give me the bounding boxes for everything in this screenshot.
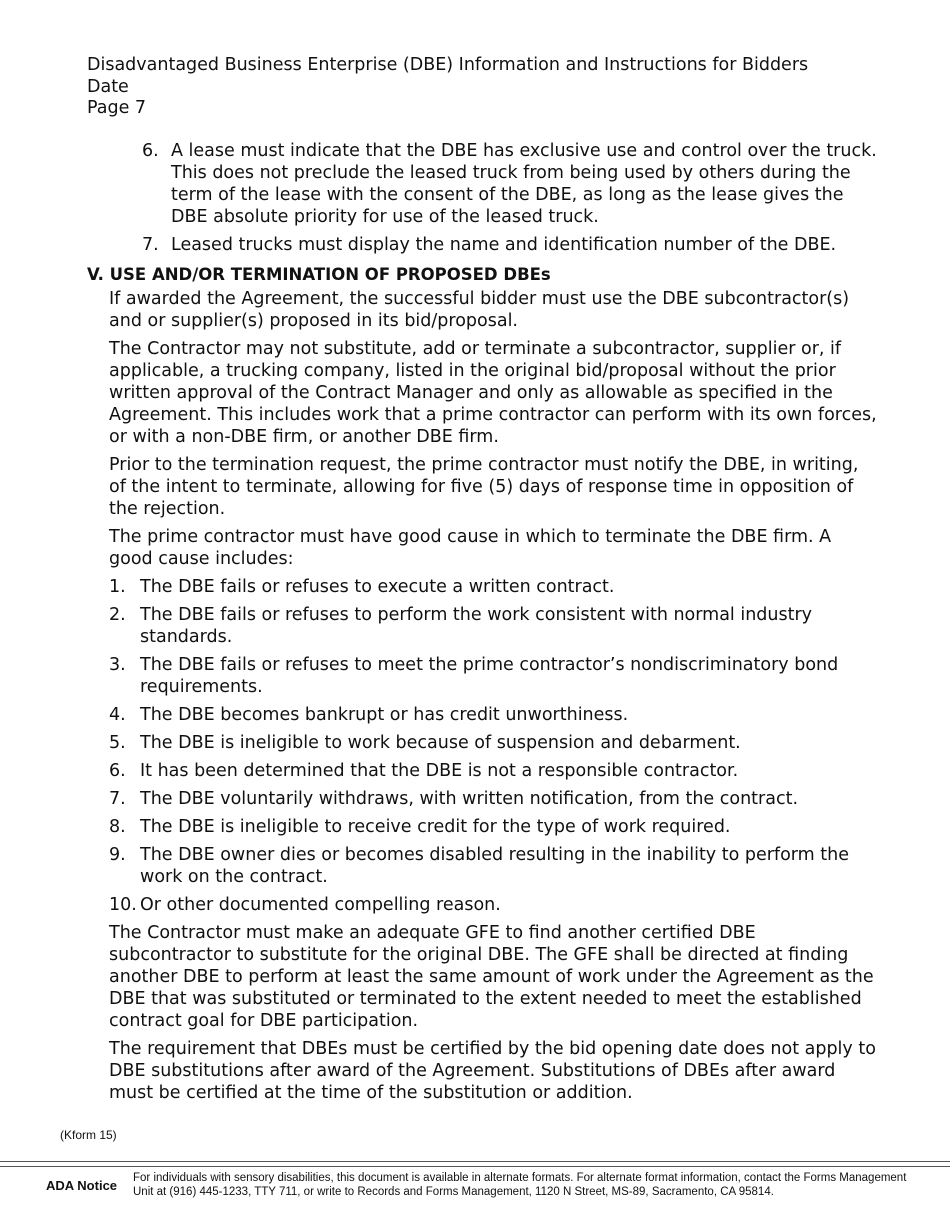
list-item-number: 6. (142, 141, 159, 161)
paragraph: The prime contractor must have good cause in which to terminate the DBE firm. A good cause includes: (109, 527, 832, 569)
list-item-number: 1. (109, 577, 126, 597)
list-item (109, 760, 877, 782)
list-item-number: 4. (109, 705, 126, 725)
list-item-number: 9. (109, 845, 126, 865)
paragraph: The Contractor may not substitute, add or terminate a subcontractor, supplier or, if applicable, a trucking company, listed in the original bid/proposal without the prior written approval of the Contract Manager and only as allowable as specified in the Agreement. This includes work that a prime contractor can perform with its own forces, or with a non-DBE firm, or another DBE firm. (109, 339, 877, 447)
page-header (87, 55, 808, 120)
section-heading: V. USE AND/OR TERMINATION OF PROPOSED DBEs (87, 265, 551, 284)
list-item-number: 8. (109, 817, 126, 837)
document-title: Disadvantaged Business Enterprise (DBE) Information and Instructions for Bidders (87, 55, 809, 75)
list-item (109, 604, 877, 648)
truck-lease-list (142, 140, 877, 256)
paragraph: If awarded the Agreement, the successful bidder must use the DBE subcontractor(s) and or supplier(s) proposed in its bid/proposal. (109, 289, 850, 331)
list-item-number: 2. (109, 605, 126, 625)
list-item-text: The DBE owner dies or becomes disabled resulting in the inability to perform the work on the contract. (140, 845, 850, 887)
list-item-text: The DBE voluntarily withdraws, with written notification, from the contract. (140, 789, 799, 809)
list-item-text: The DBE becomes bankrupt or has credit unworthiness. (140, 705, 629, 725)
paragraph: The requirement that DBEs must be certified by the bid opening date does not apply to DBE substitutions after award of the Agreement. Substitutions of DBEs after award must be certified at the time of the substitution or addition. (109, 1039, 876, 1103)
list-item-text: The DBE fails or refuses to perform the work consistent with normal industry standards. (140, 605, 813, 647)
section-content (109, 288, 877, 1104)
document-body (87, 140, 877, 1110)
list-item-text: The DBE is ineligible to receive credit for the type of work required. (140, 817, 731, 837)
form-number: (Kform 15) (60, 1128, 117, 1142)
list-item-number: 3. (109, 655, 126, 675)
footer-divider (0, 1161, 950, 1162)
good-cause-list (109, 576, 877, 916)
list-item (109, 816, 877, 838)
date-label: Date (87, 76, 129, 97)
page-number: Page 7 (87, 98, 147, 118)
list-item-number: 6. (109, 761, 126, 781)
footer-divider (0, 1166, 950, 1167)
ada-notice-label: ADA Notice (46, 1178, 118, 1193)
list-item (109, 894, 877, 916)
list-item-text: The DBE fails or refuses to meet the prime contractor’s nondiscriminatory bond requirements. (140, 655, 839, 697)
list-item-text: Or other documented compelling reason. (140, 895, 501, 915)
list-item-number: 7. (142, 235, 159, 255)
list-item (109, 576, 877, 598)
list-item (142, 140, 877, 228)
list-item (109, 654, 877, 698)
list-item-text: A lease must indicate that the DBE has exclusive use and control over the truck. This does not preclude the leased truck from being used by others during the term of the lease with the consent of the DBE, as long as the lease gives the DBE absolute priority for use of the leased truck. (171, 141, 877, 227)
list-item-text: It has been determined that the DBE is not a responsible contractor. (140, 761, 739, 781)
list-item (109, 844, 877, 888)
ada-notice-text: For individuals with sensory disabilities, this document is available in alternate formats. For alternate format information, contact the Forms Management Unit at (916) 445-1233, TTY 711, or write to Records and Forms Management, 1120 N Street, MS-89, Sacramento, CA 95814. (133, 1172, 907, 1198)
list-item-text: The DBE fails or refuses to execute a written contract. (140, 577, 615, 597)
list-item (142, 234, 877, 256)
list-item-number: 5. (109, 733, 126, 753)
list-item-text: Leased trucks must display the name and identification number of the DBE. (171, 235, 837, 255)
list-item-text: The DBE is ineligible to work because of suspension and debarment. (140, 733, 741, 753)
paragraph: Prior to the termination request, the prime contractor must notify the DBE, in writing, of the intent to terminate, allowing for five (5) days of response time in opposition of the rejection. (109, 455, 859, 519)
list-item-number: 7. (109, 789, 126, 809)
list-item (109, 732, 877, 754)
list-item-number: 10. (109, 895, 137, 915)
paragraph: The Contractor must make an adequate GFE to find another certified DBE subcontractor to substitute for the original DBE. The GFE shall be directed at finding another DBE to perform at least the same amount of work under the Agreement as the DBE that was substituted or terminated to the extent needed to meet the established contract goal for DBE participation. (109, 923, 874, 1031)
list-item (109, 788, 877, 810)
list-item (109, 704, 877, 726)
